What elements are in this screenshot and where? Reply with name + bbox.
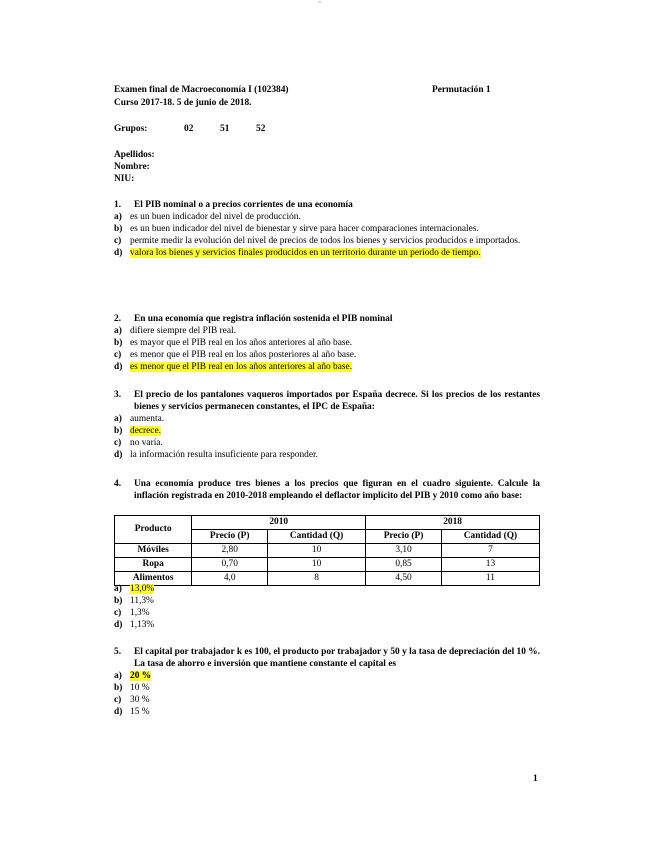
table-subheader: Cantidad (Q)	[441, 530, 539, 544]
exam-title: Examen final de Macroeconomía I (102384)	[114, 85, 289, 95]
option: a) difiere siempre del PIB real.	[114, 326, 236, 336]
highlighted-answer: es menor que el PIB real en los años anteriores al año base.	[130, 362, 353, 372]
question-text: El capital por trabajador k es 100, el producto por trabajador y 50 y la tasa de depreciación del 10 %. La tasa de ahorro e inversión que mantiene constante el capital es	[134, 647, 540, 669]
question-text: Una economía produce tres bienes a los precios que figuran en el cuadro siguiente. Calcule la inflación registrada en 2010-2018 empleando el deflactor implícito del PIB y 2010 como año base:	[134, 479, 540, 501]
question-text: En una economía que registra inflación sostenida el PIB nominal	[134, 314, 393, 324]
highlighted-answer: 13,0%	[130, 584, 155, 594]
option-answer: a) 13,0%	[114, 584, 155, 594]
question-number: 3.	[114, 390, 122, 400]
group-value: 51	[220, 124, 230, 134]
prices-table	[114, 515, 540, 586]
table-subheader: Precio (P)	[366, 530, 442, 544]
course-line: Curso 2017-18. 5 de junio de 2018.	[114, 98, 252, 108]
table-subheader: Precio (P)	[192, 530, 268, 544]
option: d) la información resulta insuficiente para responder.	[114, 450, 318, 460]
name-label: Nombre:	[114, 162, 150, 172]
option: c) es menor que el PIB real en los años posteriores al año base.	[114, 350, 357, 360]
table-header-year: 2018	[366, 516, 540, 530]
option: b) es mayor que el PIB real en los años anteriores al año base.	[114, 338, 353, 348]
question-4	[114, 478, 540, 502]
option: c) permite medir la evolución del nivel de precios de todos los bienes y servicios producidos e importados.	[114, 236, 521, 246]
niu-label: NIU:	[114, 174, 135, 184]
question-number: 1.	[114, 200, 122, 210]
table-row: Móviles 2,80 10 3,10 7	[115, 544, 540, 558]
option-answer: d) es menor que el PIB real en los años anteriores al año base.	[114, 362, 353, 372]
table-row: Ropa 0,70 10 0,85 13	[115, 558, 540, 572]
group-value: 02	[184, 124, 194, 134]
option: c) no varía.	[114, 438, 163, 448]
option: c) 1,3%	[114, 608, 150, 618]
option-answer: b) decrece.	[114, 426, 161, 436]
question-1	[114, 199, 540, 259]
permutation-label: Permutación 1	[432, 85, 491, 95]
question-number: 5.	[114, 647, 122, 657]
question-number: 4.	[114, 479, 122, 489]
table-header-product: Producto	[115, 516, 192, 544]
top-mark: ≈	[318, 0, 322, 6]
surname-label: Apellidos:	[114, 150, 155, 160]
option: a) es un buen indicador del nivel de producción.	[114, 212, 301, 222]
page-number: 1	[533, 774, 538, 784]
question-2	[114, 313, 540, 373]
table-row: Alimentos 4,0 8 4,50 11	[115, 572, 540, 586]
question-5	[114, 646, 540, 718]
option: d) 15 %	[114, 707, 150, 717]
table-subheader: Cantidad (Q)	[268, 530, 366, 544]
highlighted-answer: decrece.	[130, 426, 161, 436]
question-text: El PIB nominal o a precios corrientes de una economía	[134, 200, 353, 210]
option: b) 11,3%	[114, 596, 154, 606]
option: b) es un buen indicador del nivel de bienestar y sirve para hacer comparaciones internacionales.	[114, 224, 479, 234]
option: a) aumenta.	[114, 414, 165, 424]
option: b) 10 %	[114, 683, 150, 693]
question-text: El precio de los pantalones vaqueros importados por España decrece. Si los precios de los restantes bienes y servicios permanecen constantes, el IPC de España:	[134, 390, 540, 412]
option-answer: d) valora los bienes y servicios finales producidos en un territorio durante un período de tiempo.	[114, 248, 481, 258]
highlighted-answer: 20 %	[130, 671, 152, 681]
option: d) 1,13%	[114, 620, 155, 630]
question-4-options	[114, 583, 540, 631]
option-answer: a) 20 %	[114, 671, 152, 681]
groups-label: Grupos:	[114, 124, 148, 134]
highlighted-answer: valora los bienes y servicios finales producidos en un territorio durante un período de tiempo.	[130, 248, 481, 258]
group-value: 52	[256, 124, 266, 134]
table-header-year: 2010	[192, 516, 366, 530]
option: c) 30 %	[114, 695, 150, 705]
question-3	[114, 389, 540, 461]
question-number: 2.	[114, 314, 122, 324]
